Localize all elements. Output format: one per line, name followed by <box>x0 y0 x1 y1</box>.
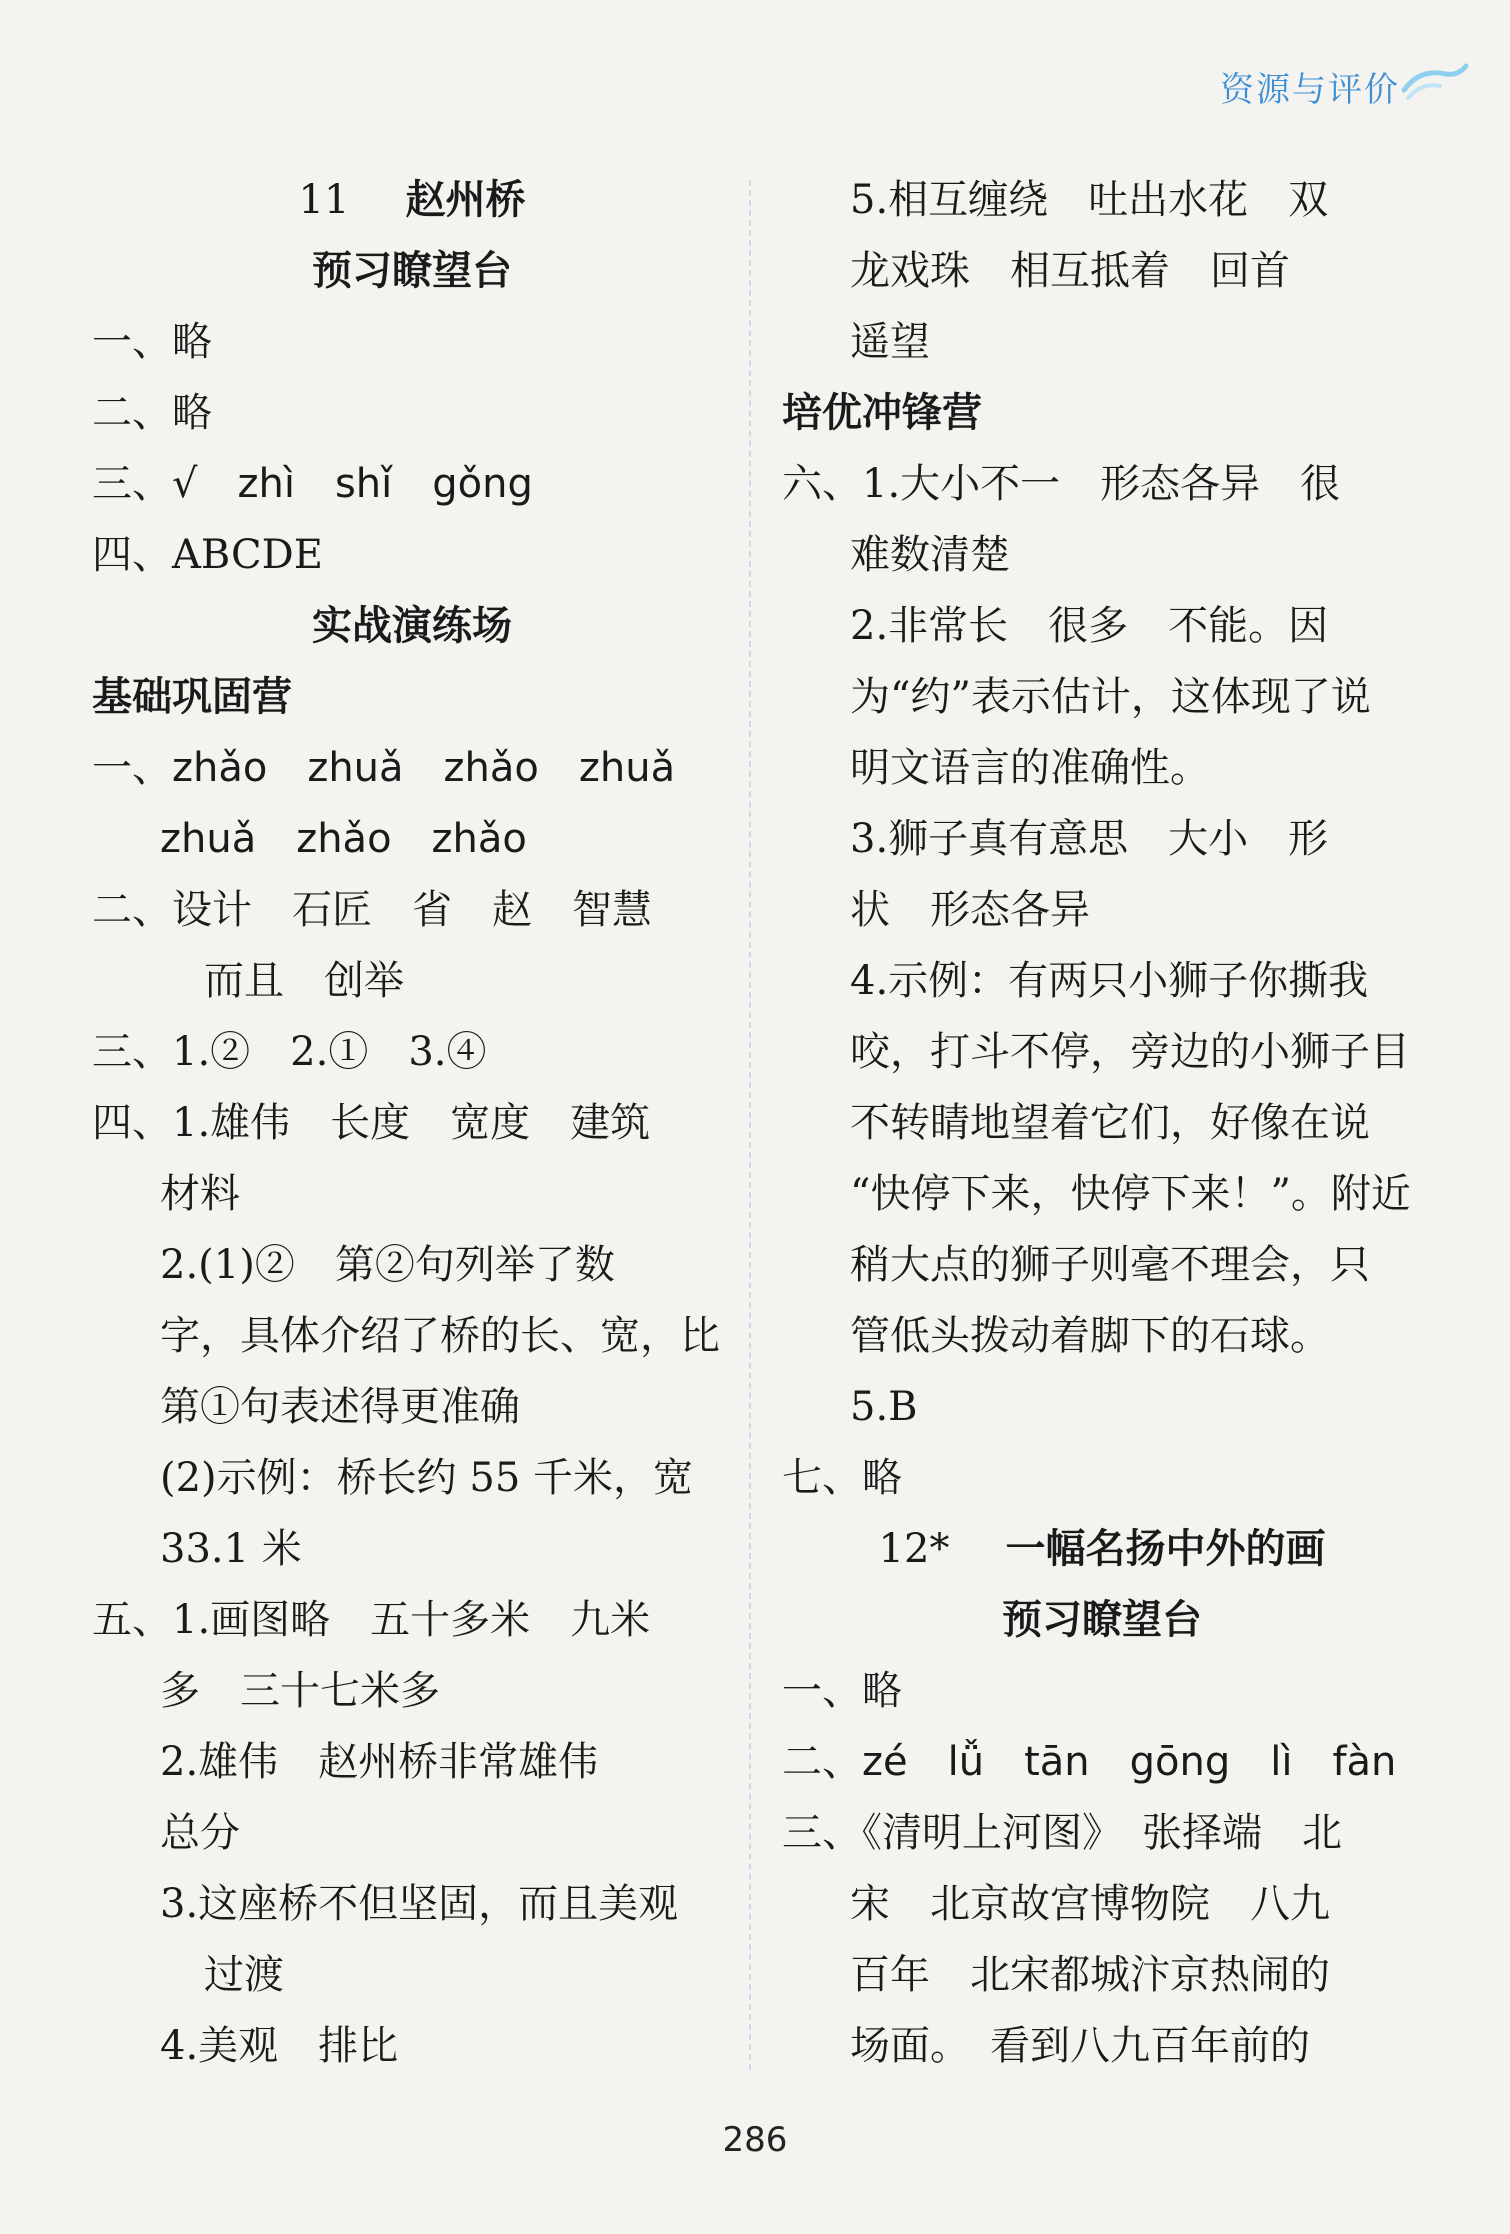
subsection-heading-advanced: 培优冲锋营 <box>782 390 982 436</box>
answer-line: 一、略 <box>782 1668 902 1714</box>
answer-line: 多 三十七米多 <box>160 1668 440 1714</box>
answer-line: (2)示例：桥长约 55 千米，宽 <box>160 1455 693 1501</box>
swoosh-icon <box>1400 60 1470 110</box>
column-divider <box>749 180 751 2070</box>
section-heading-preview-2: 预习瞭望台 <box>1002 1597 1202 1643</box>
answer-line: 状 形态各异 <box>850 887 1090 933</box>
lesson-title-2: 一幅名扬中外的画 <box>1005 1526 1326 1572</box>
lesson-heading <box>92 165 732 236</box>
lesson-title: 赵州桥 <box>405 177 526 223</box>
answer-line: 稍大点的狮子则毫不理会，只 <box>850 1242 1370 1288</box>
answer-line: 总分 <box>160 1810 240 1856</box>
answer-line: 龙戏珠 相互抵着 回首 <box>850 248 1290 294</box>
subsection-heading-basic: 基础巩固营 <box>92 674 292 720</box>
answer-line: 五、1.画图略 五十多米 九米 <box>92 1597 651 1643</box>
lesson-number: 11 <box>298 177 350 223</box>
answer-line: 三、《清明上河图》 张择端 北 <box>782 1810 1342 1856</box>
answer-line: 一、略 <box>92 319 212 365</box>
left-column <box>92 165 732 2082</box>
answer-line: 二、设计 石匠 省 赵 智慧 <box>92 887 652 933</box>
answer-line: 一、zhǎo zhuǎ zhǎo zhuǎ <box>92 745 676 791</box>
lesson-heading-2 <box>782 1514 1422 1585</box>
page-number: 286 <box>722 2120 788 2160</box>
answer-line: 四、1.雄伟 长度 宽度 建筑 <box>92 1100 651 1146</box>
answer-line: 2.(1)② 第②句列举了数 <box>160 1242 615 1288</box>
answer-line: 三、1.② 2.① 3.④ <box>92 1029 487 1075</box>
answer-line: 5.相互缠绕 吐出水花 双 <box>850 177 1329 223</box>
answer-line: 不转睛地望着它们，好像在说 <box>850 1100 1370 1146</box>
section-heading-practice: 实战演练场 <box>312 603 512 649</box>
lesson-number-2: 12* <box>878 1526 950 1572</box>
answer-line: 33.1 米 <box>160 1526 302 1572</box>
answer-line: 三、√ zhì shǐ gǒng <box>92 461 533 507</box>
answer-line: “快停下来，快停下来！”。附近 <box>850 1171 1411 1217</box>
answer-line: 四、ABCDE <box>92 532 323 578</box>
answer-line: 二、zé lǚ tān gōng lì fàn <box>782 1739 1397 1785</box>
answer-line: 第①句表述得更准确 <box>160 1384 520 1430</box>
answer-line: 管低头拨动着脚下的石球。 <box>850 1313 1330 1359</box>
answer-line: 字，具体介绍了桥的长、宽，比 <box>160 1313 720 1359</box>
answer-line: 2.非常长 很多 不能。因 <box>850 603 1329 649</box>
answer-line: 而且 创举 <box>204 958 404 1004</box>
answer-line: 3.这座桥不但坚固，而且美观 <box>160 1881 679 1927</box>
answer-line: 过渡 <box>204 1952 284 1998</box>
answer-line: 二、略 <box>92 390 212 436</box>
answer-line: 百年 北宋都城汴京热闹的 <box>850 1952 1330 1998</box>
answer-line: 3.狮子真有意思 大小 形 <box>850 816 1329 862</box>
answer-line: zhuǎ zhǎo zhǎo <box>160 816 527 862</box>
answer-line: 明文语言的准确性。 <box>850 745 1210 791</box>
answer-line: 5.B <box>850 1384 918 1430</box>
answer-line: 六、1.大小不一 形态各异 很 <box>782 461 1341 507</box>
answer-line: 七、略 <box>782 1455 902 1501</box>
header-brand: 资源与评价 <box>1220 70 1400 110</box>
answer-line: 咬，打斗不停，旁边的小狮子目 <box>850 1029 1410 1075</box>
answer-line: 4.示例：有两只小狮子你撕我 <box>850 958 1369 1004</box>
answer-line: 4.美观 排比 <box>160 2023 399 2069</box>
answer-line: 场面。 看到八九百年前的 <box>850 2023 1310 2069</box>
section-heading-preview: 预习瞭望台 <box>312 248 512 294</box>
answer-line: 材料 <box>160 1171 240 1217</box>
answer-line: 宋 北京故宫博物院 八九 <box>850 1881 1330 1927</box>
answer-line: 为“约”表示估计，这体现了说 <box>850 674 1371 720</box>
answer-line: 难数清楚 <box>850 532 1010 578</box>
answer-line: 2.雄伟 赵州桥非常雄伟 <box>160 1739 599 1785</box>
right-column <box>782 165 1422 2082</box>
answer-line: 遥望 <box>850 319 930 365</box>
